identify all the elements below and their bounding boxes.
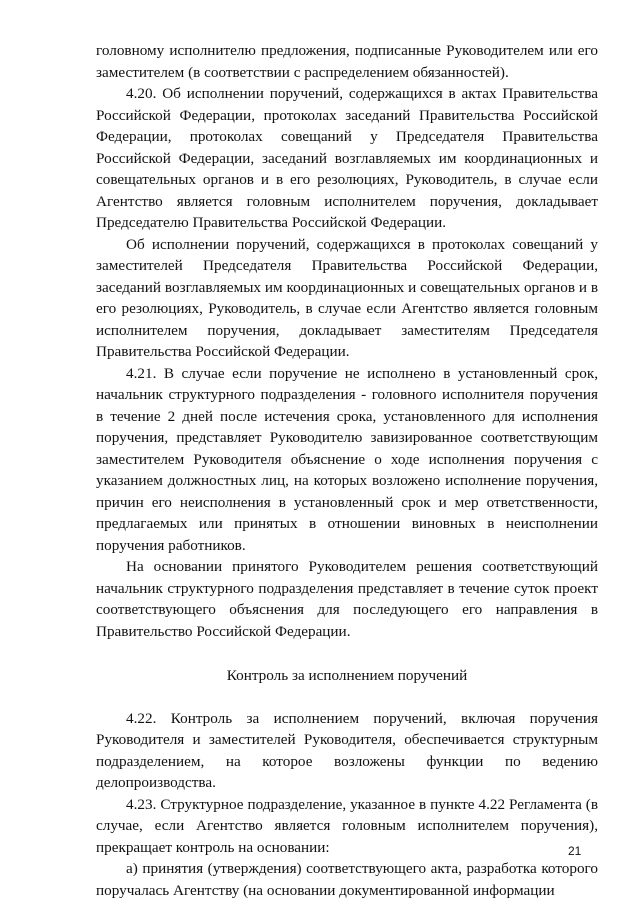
paragraph-4-20-deputies: Об исполнении поручений, содержащихся в протоколах совещаний у заместителей Председателя Правительства Российской Федерации, заседаний возглавляемых им координационных и совещательных органов и в его резолюциях, Руководитель, в случае если Агентство является головным исполнителем поручения, докладывает заместителям Председателя Правительства Российской Федерации.	[96, 235, 598, 360]
paragraph-continuation: головному исполнителю предложения, подписанные Руководителем или его заместителем (в соответствии с распределением обязанностей).	[96, 42, 598, 81]
page-body	[96, 40, 598, 901]
page-number: 21	[568, 844, 582, 858]
paragraph-4-23-a: а) принятия (утверждения) соответствующего акта, разработка которого поручалась Агентству (на основании документированной информации	[96, 860, 598, 899]
paragraph-4-21: 4.21. В случае если поручение не исполнено в установленный срок, начальник структурного подразделения - головного исполнителя поручения в течение 2 дней после истечения срока, установленного для исполнения поручения, представляет Руководителю завизированное соответствующим заместителем Руководителя объяснение о ходе исполнения поручения с указанием должностных лиц, на которых возложено исполнение поручения, причин его неисполнения в установленный срок и мер ответственности, предлагаемых или принятых в отношении виновных в неисполнении поручения работников.	[96, 364, 598, 554]
paragraph-4-22: 4.22. Контроль за исполнением поручений, включая поручения Руководителя и заместителей Руководителя, обеспечивается структурным подразделением, на которое возложены функции по ведению делопроизводства.	[96, 709, 598, 791]
paragraph-4-21-decision: На основании принятого Руководителем решения соответствующий начальник структурного подразделения представляет в течение суток проект соответствующего объяснения для последующего его направления в Правительство Российской Федерации.	[96, 558, 598, 640]
paragraph-4-20: 4.20. Об исполнении поручений, содержащихся в актах Правительства Российской Федерации, протоколах заседаний Правительства Российской Федерации, протоколах совещаний у Председателя Правительства Российской Федерации, заседаний возглавляемых им координационных и совещательных органов и в его резолюциях, Руководитель, в случае если Агентство является головным исполнителем поручения, докладывает Председателю Правительства Российской Федерации.	[96, 85, 598, 231]
section-heading: Контроль за исполнением поручений	[226, 667, 468, 684]
paragraph-4-23: 4.23. Структурное подразделение, указанное в пункте 4.22 Регламента (в случае, если Агентство является головным исполнителем поручения), прекращает контроль на основании:	[96, 795, 598, 856]
